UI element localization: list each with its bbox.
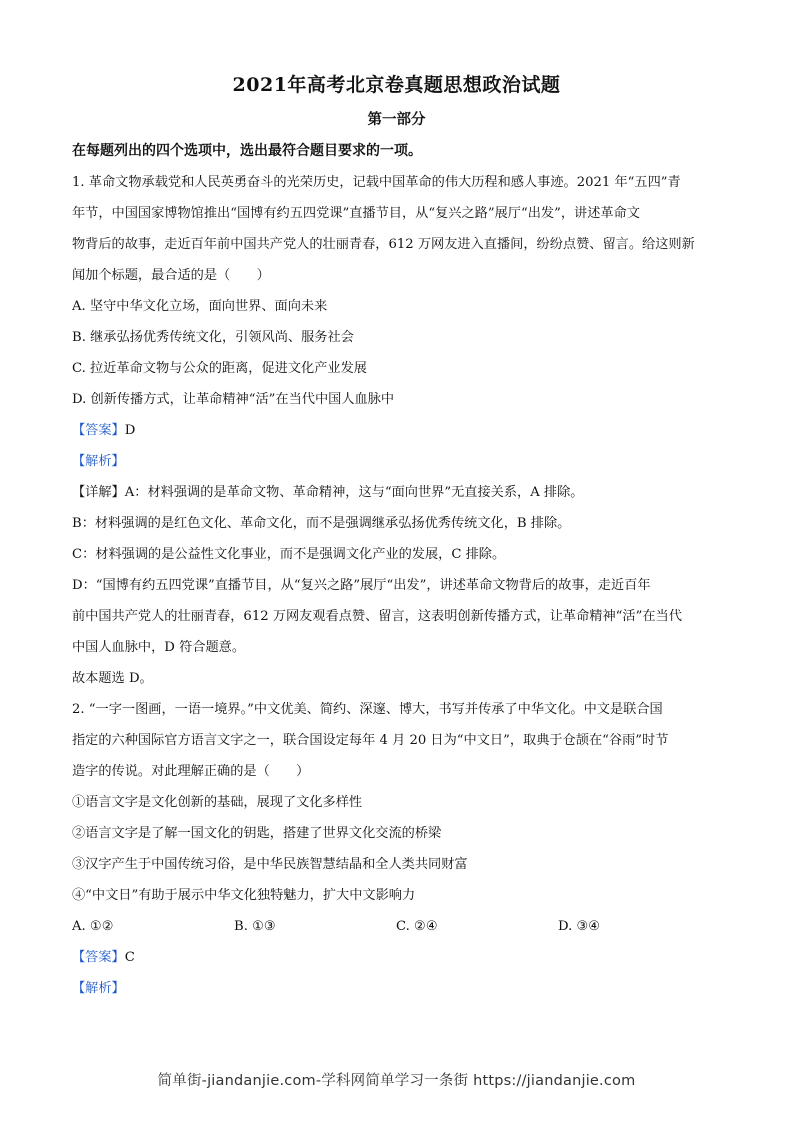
question-1-answer [72, 415, 724, 446]
question-2-answer [72, 942, 724, 973]
question-1 [72, 167, 724, 694]
question-2-statement-3: ③汉字产生于中国传统习俗，是中华民族智慧结晶和全人类共同财富 [72, 857, 468, 872]
section-heading: 第一部分 [367, 111, 426, 128]
question-2-statement-1: ①语言文字是文化创新的基础，展现了文化多样性 [72, 795, 363, 810]
question-1-option-a: A. 坚守中华文化立场，面向世界、面向未来 [72, 299, 328, 314]
question-1-option-c: C. 拉近革命文物与公众的距离，促进文化产业发展 [72, 361, 367, 376]
detail-line: C：材料强调的是公益性文化事业，而不是强调文化产业的发展，C 排除。 [72, 547, 506, 562]
answer-value: C [124, 950, 135, 965]
detail-tag: 【详解】 [72, 485, 125, 500]
question-1-line: 1. 革命文物承载党和人民英勇奋斗的光荣历史，记载中国革命的伟大历程和感人事迹。2021 年“五四”青 [72, 175, 681, 190]
detail-line: D：“国博有约五四党课”直播节目，从“复兴之路”展厅“出发”，讲述革命文物背后的故事，走近百年 [72, 578, 651, 593]
detail-conclusion: 故本题选 D。 [72, 671, 153, 686]
question-1-option-d: D. 创新传播方式，让革命精神“活”在当代中国人血脉中 [72, 392, 395, 407]
detail-line: B：材料强调的是红色文化、革命文化，而不是强调继承弘扬优秀传统文化，B 排除。 [72, 516, 571, 531]
analysis-tag: 【解析】 [72, 454, 125, 469]
question-2-statement-4: ④“中文日”有助于展示中华文化独特魅力，扩大中文影响力 [72, 888, 416, 903]
answer-value: D [124, 423, 136, 438]
question-2-line: 2. “一字一图画，一语一境界。”中文优美、简约、深邃、博大，书写并传承了中华文化。中文是联合国 [72, 702, 663, 717]
question-1-line: 物背后的故事，走近百年前中国共产党人的壮丽青春，612 万网友进入直播间，纷纷点赞、留言。给这则新 [72, 237, 695, 252]
analysis-tag: 【解析】 [72, 981, 125, 996]
question-1-analysis [72, 446, 724, 477]
question-2-analysis [72, 973, 724, 1004]
question-1-line: 闻加个标题，最合适的是（ ） [72, 268, 270, 283]
detail-line: 中国人血脉中，D 符合题意。 [72, 640, 246, 655]
question-1-detail [72, 477, 724, 508]
answer-tag: 【答案】 [72, 423, 125, 438]
question-2-line: 指定的六种国际官方语言文字之一，联合国设定每年 4 月 20 日为“中文日”，取典于仓颉在“谷雨”时节 [72, 733, 669, 748]
question-2 [72, 694, 724, 1004]
detail-text: A：材料强调的是革命文物、革命精神，这与“面向世界”无直接关系，A 排除。 [124, 485, 584, 500]
instruction: 在每题列出的四个选项中，选出最符合题目要求的一项。 [72, 143, 422, 159]
question-2-options [72, 911, 724, 942]
document-content [72, 136, 724, 1004]
question-1-option-b: B. 继承弘扬优秀传统文化，引领风尚、服务社会 [72, 330, 354, 345]
answer-tag: 【答案】 [72, 950, 125, 965]
page-title: 2021年高考北京卷真题思想政治试题 [232, 74, 561, 96]
question-2-option-c: C. ②④ [396, 919, 438, 934]
question-2-option-b: B. ①③ [234, 919, 276, 934]
question-2-option-a: A. ①② [72, 919, 114, 934]
question-2-option-d: D. ③④ [558, 919, 601, 934]
detail-line: 前中国共产党人的壮丽青春，612 万网友观看点赞、留言，这表明创新传播方式，让革命精神“活”在当代 [72, 609, 682, 624]
question-1-line: 年节，中国国家博物馆推出“国博有约五四党课”直播节目，从“复兴之路”展厅“出发”，讲述革命文 [72, 206, 640, 221]
page-footer: 简单街-jiandanjie.com-学科网简单学习一条街 https://jiandanjie.com [157, 1073, 636, 1089]
question-2-statement-2: ②语言文字是了解一国文化的钥匙，搭建了世界文化交流的桥梁 [72, 826, 442, 841]
question-2-line: 造字的传说。对此理解正确的是（ ） [72, 764, 310, 779]
